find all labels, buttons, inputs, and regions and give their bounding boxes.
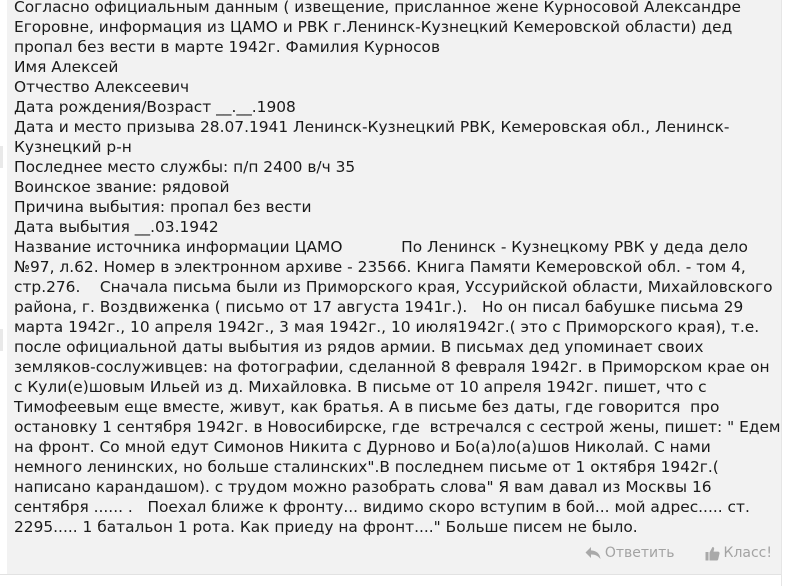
scroll-gutter (781, 0, 809, 586)
comment-line: написано карандашом). с трудом можно разобрать слова" Я вам давал из Москвы 16 (14, 478, 712, 496)
reply-label: Ответить (604, 545, 675, 561)
comment-line: после официальной даты выбытия из рядов армии. В письмах дед упоминает своих (14, 338, 704, 356)
comment-divider (0, 574, 781, 586)
comment-line: Последнее место службы: п/п 2400 в/ч 35 (14, 158, 356, 176)
comment-line: Дата выбытия __.03.1942 (14, 218, 219, 236)
comment-line: немного ленинских, но больше сталинских".В последнем письме от 1 октября 1942г.( (14, 458, 719, 476)
comment-line: Воинское звание: рядовой (14, 178, 230, 196)
comment-line: Имя Алексей (14, 58, 119, 76)
comment-line: Причина выбытия: пропал без вести (14, 198, 312, 216)
thumbs-up-icon (705, 546, 724, 561)
comment-line: 2295..... 1 батальон 1 рота. Как приеду на фронт...." Больше писем не было. (14, 518, 638, 536)
comment-line: района, г. Воздвиженка ( письмо от 17 августа 1941г.). Но он писал бабушке письма 29 (14, 298, 744, 316)
comment-line: марта 1942г., 10 апреля 1942г., 3 мая 1942г., 10 июля1942г.( это с Приморского края), т.е. (14, 318, 760, 336)
comment-line: Отчество Алексеевич (14, 78, 190, 96)
comment-line: Название источника информации ЦАМО По Ленинск - Кузнецкому РВК у деда дело (14, 238, 748, 256)
comment-line: Дата и место призыва 28.07.1941 Ленинск-Кузнецкий РВК, Кемеровская обл., Ленинск- (14, 118, 730, 136)
like-label: Класс! (723, 545, 772, 561)
reply-arrow-icon (585, 546, 605, 560)
comment-line: Согласно официальным данным ( извещение, присланное жене Курносовой Александре (14, 0, 741, 16)
comment-line: Дата рождения/Возраст __.__.1908 (14, 98, 296, 116)
comment-line: Егоровне, информация из ЦАМО и РВК г.Ленинск-Кузнецкий Кемеровской области) дед (14, 18, 733, 36)
left-edge-mark (0, 329, 3, 351)
comment-text (14, 0, 782, 537)
comment-line: остановку 1 сентября 1942г. в Новосибирске, где встречался с сестрой жены, пишет: " Едем (14, 418, 781, 436)
comment-line: пропал без вести в марте 1942г. Фамилия Курносов (14, 38, 441, 56)
comment-line: Кузнецкий р-н (14, 138, 132, 156)
comment-line: №97, л.62. Номер в электронном архиве - 23566. Книга Памяти Кемеровской обл. - том 4, (14, 258, 746, 276)
comment-line: земляков-сослуживцев: на фотографии, сделанной 8 февраля 1942г. в Приморском крае он (14, 358, 770, 376)
comment-line: с Кули(е)шовым Ильей из д. Михайловка. В письме от 10 апреля 1942г. пишет, что с (14, 378, 707, 396)
comment-actions (585, 543, 772, 563)
comment-line: на фронт. Со мной едут Симонов Никита с Дурново и Бо(а)ло(а)шов Николай. С нами (14, 438, 711, 456)
reply-button[interactable] (585, 545, 675, 561)
comment-line: Тимофеевым еще вместе, живут, как братья. А в письме без даты, где говорится про (14, 398, 720, 416)
like-button[interactable] (705, 545, 772, 561)
comment-line: стр.276. Сначала письма были из Приморского края, Уссурийской области, Михайловского (14, 278, 773, 296)
left-edge-mark (0, 146, 3, 168)
comment-line: сентября ...... . Поехал ближе к фронту... видимо скоро вступим в бой... мой адрес..... ст. (14, 498, 750, 516)
